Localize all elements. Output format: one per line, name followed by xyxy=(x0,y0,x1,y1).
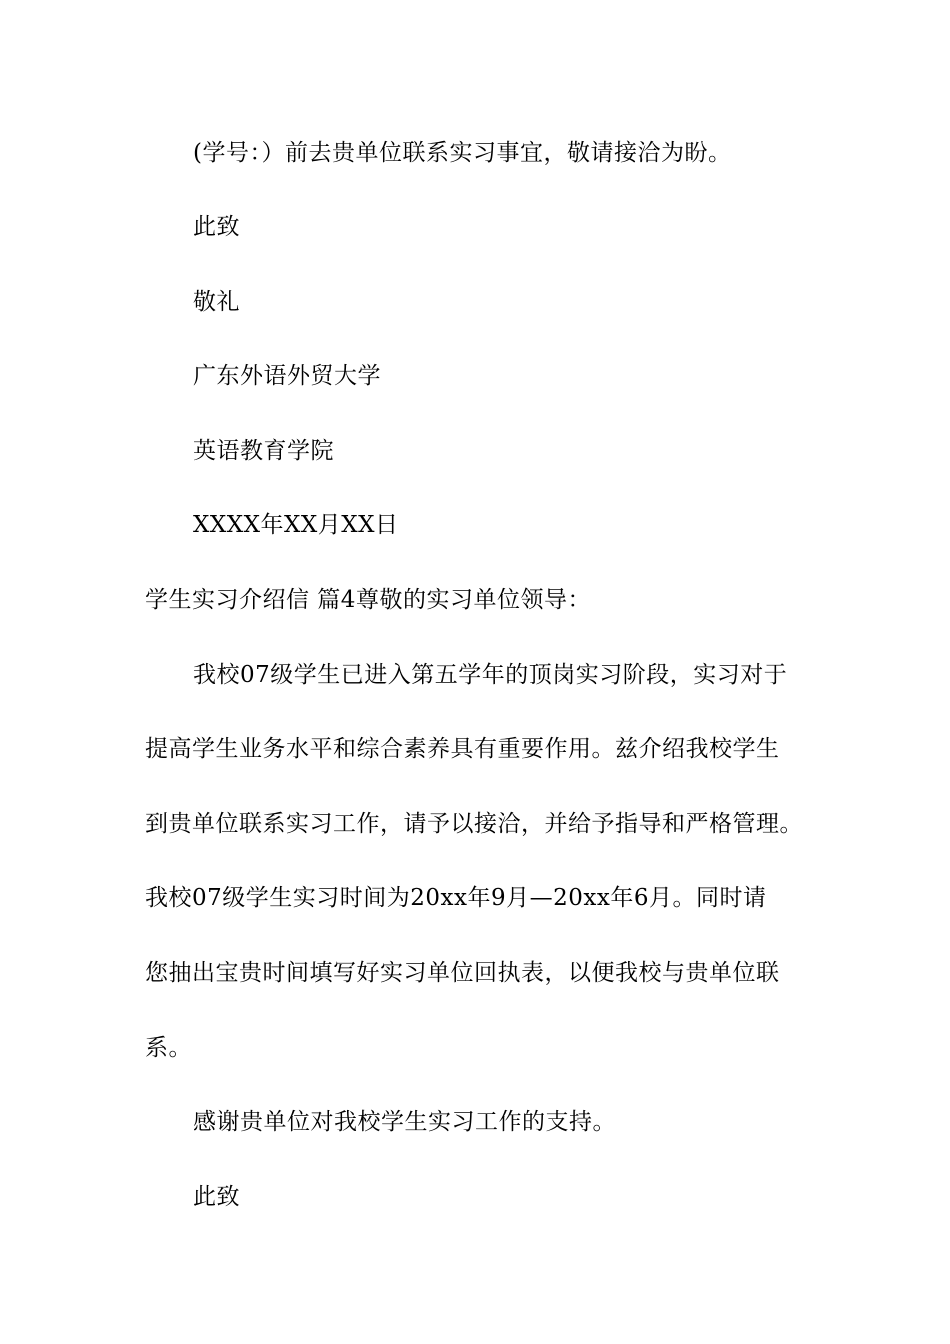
letter-date: XXXX年XX月XX日 xyxy=(193,512,399,538)
paragraph-line: 我校07级学生实习时间为20xx年9月—20xx年6月。同时请 xyxy=(145,885,767,911)
paragraph-line: 我校07级学生已进入第五学年的顶岗实习阶段，实习对于 xyxy=(193,662,788,688)
closing-salutation: 此致 xyxy=(193,214,240,240)
paragraph-line: 系。 xyxy=(145,1035,192,1061)
letter-line: (学号：）前去贵单位联系实习事宜，敬请接洽为盼。 xyxy=(193,140,732,166)
section-heading: 学生实习介绍信 篇4尊敬的实习单位领导： xyxy=(145,587,591,613)
closing-regards: 敬礼 xyxy=(193,289,240,315)
paragraph-line: 到贵单位联系实习工作，请予以接洽，并给予指导和严格管理。 xyxy=(145,811,803,837)
thanks-line: 感谢贵单位对我校学生实习工作的支持。 xyxy=(193,1109,616,1135)
signature-university: 广东外语外贸大学 xyxy=(193,363,381,389)
signature-school: 英语教育学院 xyxy=(193,438,334,464)
paragraph-line: 您抽出宝贵时间填写好实习单位回执表，以便我校与贵单位联 xyxy=(145,960,780,986)
closing-salutation-2: 此致 xyxy=(193,1184,240,1210)
paragraph-line: 提高学生业务水平和综合素养具有重要作用。兹介绍我校学生 xyxy=(145,736,780,762)
